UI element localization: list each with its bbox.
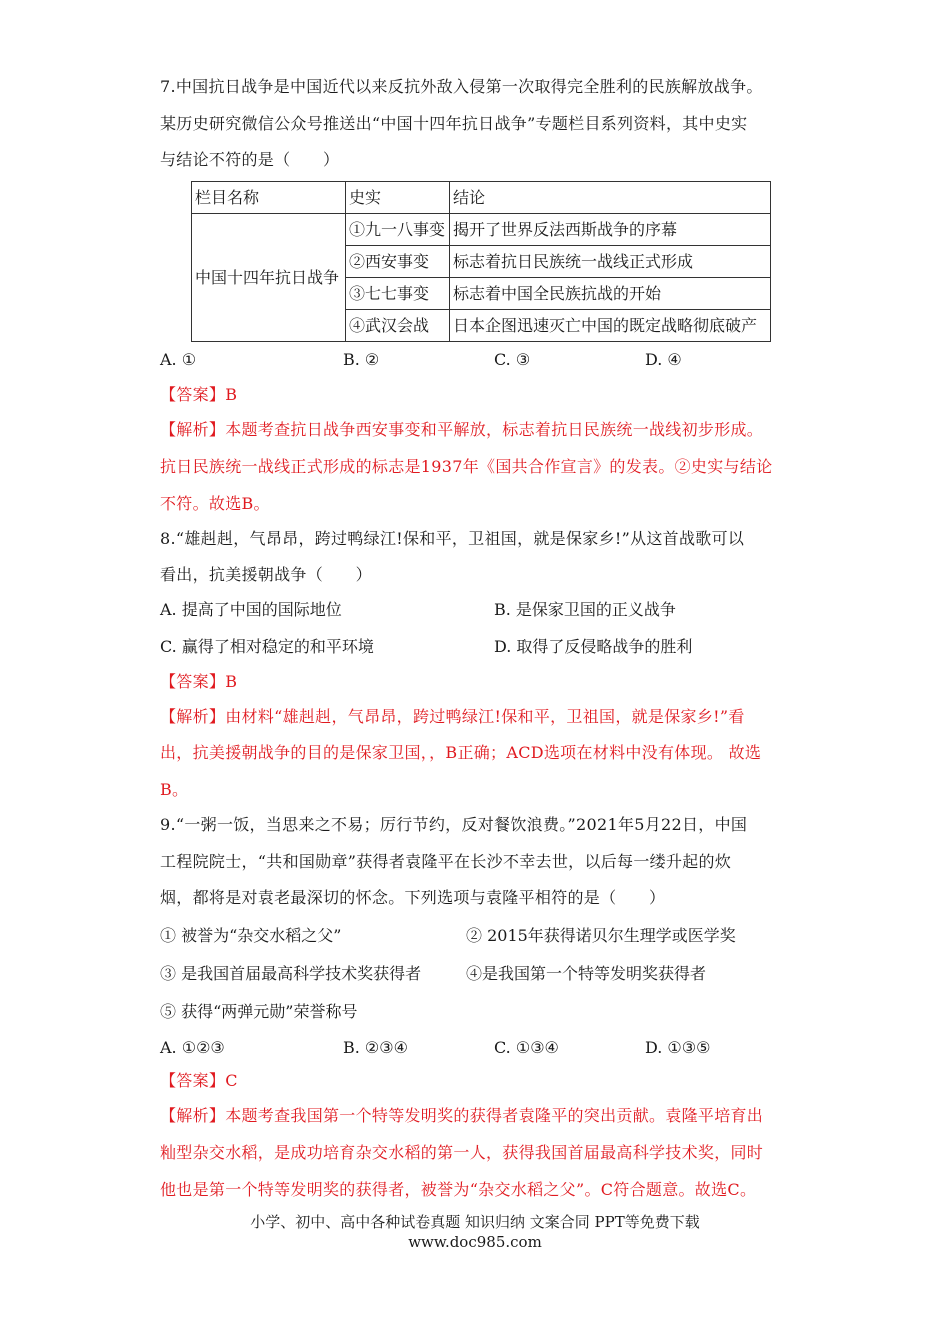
q7-option-c: C. ③ xyxy=(494,350,531,369)
q9-option-d: D. ①③⑤ xyxy=(645,1038,711,1057)
q9-analysis-line-1 xyxy=(160,1104,763,1128)
analysis-label: 【解析】 xyxy=(160,420,226,439)
q7-analysis-line-3: 不符。故选B。 xyxy=(160,494,270,513)
table-cell-fact: ③七七事变 xyxy=(346,278,450,310)
q8-stem-line-2: 看出，抗美援朝战争（ ） xyxy=(160,565,372,584)
q7-option-b: B. ② xyxy=(343,350,380,369)
table-cell-conclusion: 揭开了世界反法西斯战争的序幕 xyxy=(450,214,771,246)
footer-line-1: 小学、初中、高中各种试卷真题 知识归纳 文案合同 PPT等免费下载 xyxy=(250,1213,700,1231)
table-header-column-name: 栏目名称 xyxy=(192,182,346,214)
q7-option-d: D. ④ xyxy=(645,350,682,369)
table-cell-fact: ①九一八事变 xyxy=(346,214,450,246)
q8-option-d: D. 取得了反侵略战争的胜利 xyxy=(494,637,693,656)
analysis-label: 【解析】 xyxy=(160,707,226,726)
q9-stem-line-3: 烟，都将是对袁老最深切的怀念。下列选项与袁隆平相符的是（ ） xyxy=(160,888,666,907)
table-header-fact: 史实 xyxy=(346,182,450,214)
q9-option-a: A. ①②③ xyxy=(160,1038,225,1057)
q8-stem-line-1: 8.“雄赳赳，气昂昂，跨过鸭绿江!保和平，卫祖国，就是保家乡!”从这首战歌可以 xyxy=(160,529,745,548)
analysis-text: 本题考查我国第一个特等发明奖的获得者袁隆平的突出贡献。袁隆平培育出 xyxy=(225,1106,764,1125)
q9-answer xyxy=(160,1069,238,1093)
table-row xyxy=(192,214,771,246)
q9-stem-line-2: 工程院院士，“共和国勋章”获得者袁隆平在长沙不幸去世，以后每一缕升起的炊 xyxy=(160,852,732,871)
q7-option-a: A. ① xyxy=(160,350,197,369)
q9-item-5: ⑤ 获得“两弹元勋”荣誉称号 xyxy=(160,1002,358,1021)
q8-option-c: C. 赢得了相对稳定的和平环境 xyxy=(160,637,374,656)
q7-stem-line-1: 7.中国抗日战争是中国近代以来反抗外敌入侵第一次取得完全胜利的民族解放战争。 xyxy=(160,77,763,96)
q7-analysis-line-1 xyxy=(160,418,763,442)
q7-answer xyxy=(160,383,237,407)
q9-option-c: C. ①③④ xyxy=(494,1038,559,1057)
q9-item-3: ③ 是我国首届最高科学技术奖获得者 xyxy=(160,964,422,983)
q9-stem-line-1: 9.“一粥一饭，当思来之不易；厉行节约，反对餐饮浪费。”2021年5月22日，中国 xyxy=(160,815,748,834)
answer-label: 【答案】 xyxy=(160,672,226,691)
q8-option-a: A. 提高了中国的国际地位 xyxy=(160,600,342,619)
q9-item-4: ④是我国第一个特等发明奖获得者 xyxy=(466,964,707,983)
q9-analysis-line-2: 籼型杂交水稻，是成功培育杂交水稻的第一人，获得我国首届最高科学技术奖，同时 xyxy=(160,1143,764,1162)
q8-answer xyxy=(160,670,237,694)
q9-analysis-line-3: 他也是第一个特等发明奖的获得者，被誉为“杂交水稻之父”。C符合题意。故选C。 xyxy=(160,1180,757,1199)
q7-stem-line-2: 某历史研究微信公众号推送出“中国十四年抗日战争”专题栏目系列资料，其中史实 xyxy=(160,114,748,133)
q7-analysis-line-2: 抗日民族统一战线正式形成的标志是1937年《国共合作宣言》的发表。②史实与结论 xyxy=(160,457,773,476)
table-cell-conclusion: 日本企图迅速灭亡中国的既定战略彻底破产 xyxy=(450,310,771,342)
q8-analysis-line-2: 出，抗美援朝战争的目的是保家卫国，，B正确；ACD选项在材料中没有体现。 故选 xyxy=(160,743,762,762)
q9-item-2: ② 2015年获得诺贝尔生理学或医学奖 xyxy=(466,926,736,945)
table-header-row xyxy=(192,182,771,214)
q8-analysis-line-1 xyxy=(160,705,745,729)
table-cell-fact: ④武汉会战 xyxy=(346,310,450,342)
answer-value: B xyxy=(225,672,238,691)
q7-stem-line-3: 与结论不符的是（ ） xyxy=(160,150,340,169)
analysis-text: 本题考查抗日战争西安事变和平解放，标志着抗日民族统一战线初步形成。 xyxy=(225,420,764,439)
q8-option-b: B. 是保家卫国的正义战争 xyxy=(494,600,676,619)
table-cell-fact: ②西安事变 xyxy=(346,246,450,278)
footer-url[interactable]: www.doc985.com xyxy=(408,1233,542,1251)
table-header-conclusion: 结论 xyxy=(450,182,771,214)
table-cell-conclusion: 标志着中国全民族抗战的开始 xyxy=(450,278,771,310)
q9-item-1: ① 被誉为“杂交水稻之父” xyxy=(160,926,342,945)
analysis-label: 【解析】 xyxy=(160,1106,226,1125)
answer-value: B xyxy=(225,385,238,404)
q9-option-b: B. ②③④ xyxy=(343,1038,408,1057)
answer-value: C xyxy=(225,1071,238,1090)
q7-table xyxy=(191,181,771,342)
q8-analysis-line-3: B。 xyxy=(160,780,189,799)
analysis-text: 由材料“雄赳赳，气昂昂，跨过鸭绿江!保和平，卫祖国，就是保家乡!”看 xyxy=(225,707,745,726)
answer-label: 【答案】 xyxy=(160,385,226,404)
table-cell-column-name: 中国十四年抗日战争 xyxy=(192,214,346,342)
answer-label: 【答案】 xyxy=(160,1071,226,1090)
table-cell-conclusion: 标志着抗日民族统一战线正式形成 xyxy=(450,246,771,278)
